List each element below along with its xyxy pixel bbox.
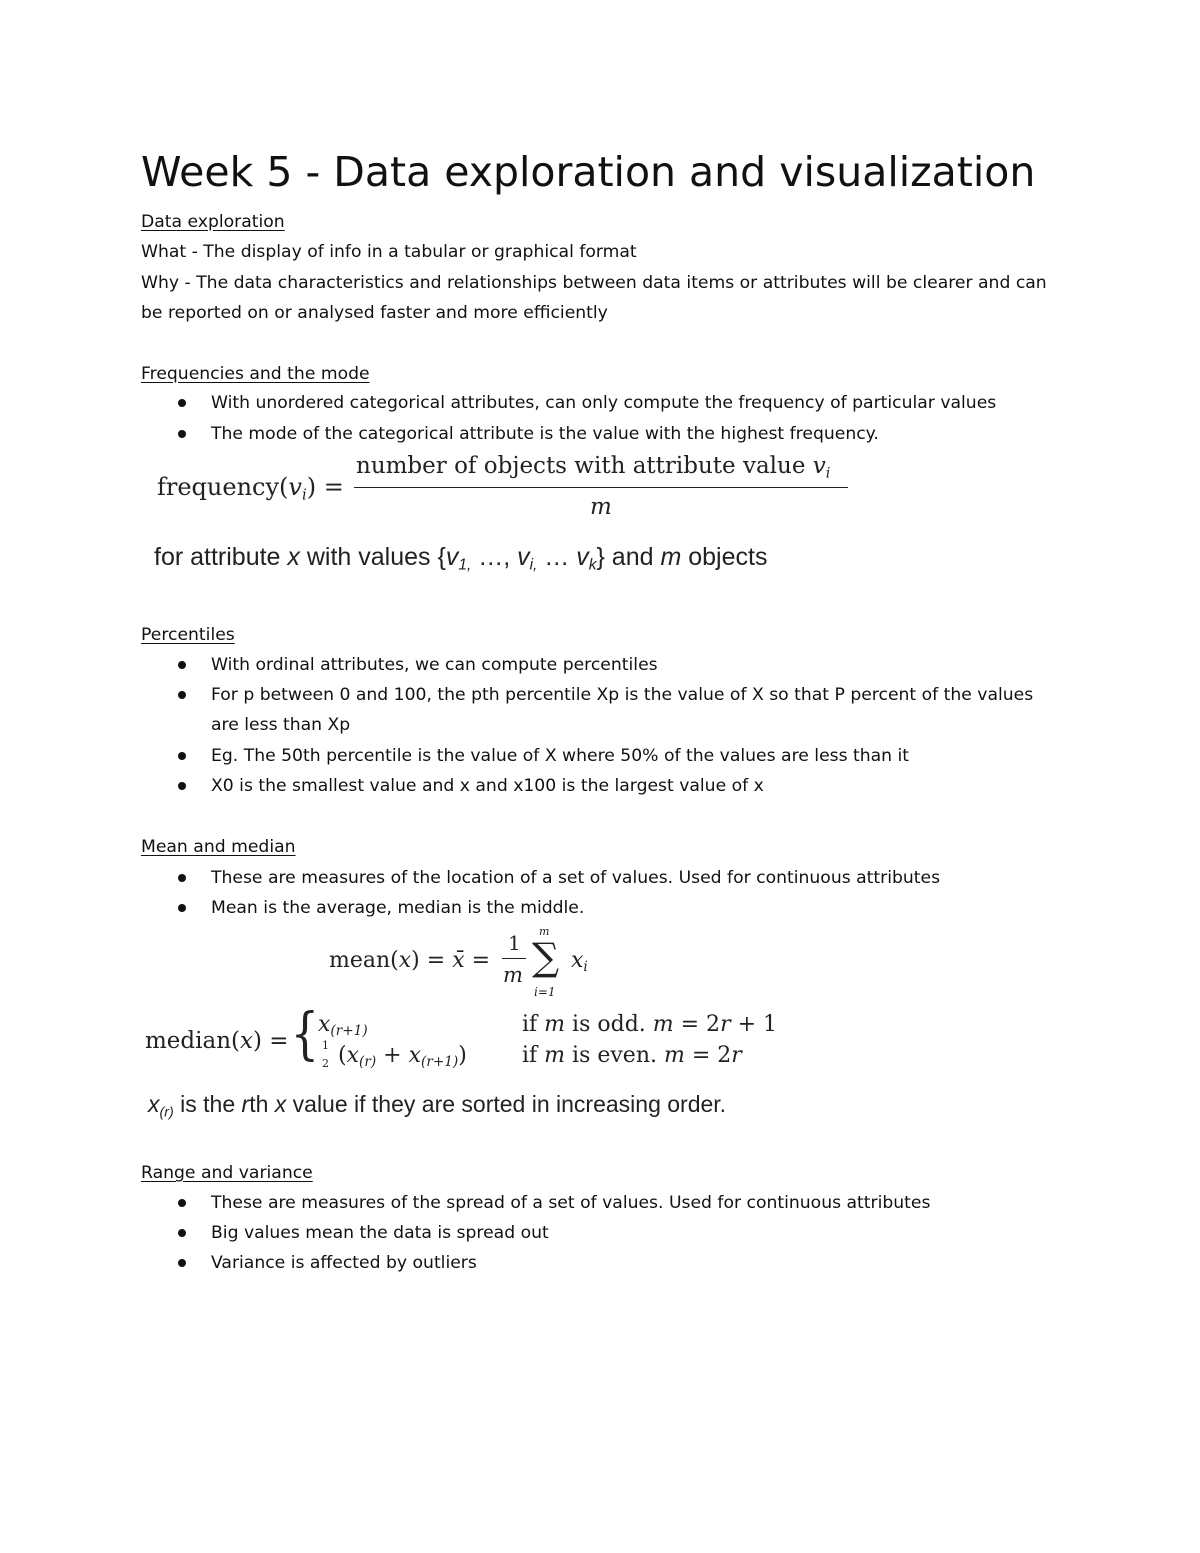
bullet-icon: [178, 752, 186, 760]
bullet-icon: [178, 691, 186, 699]
section-heading-frequencies: Frequencies and the mode: [141, 364, 370, 384]
why-text-line2: be reported on or analysed faster and more efficiently: [141, 303, 608, 323]
list-item: The mode of the categorical attribute is the value with the highest frequency.: [211, 424, 879, 444]
list-item: These are measures of the spread of a set of values. Used for continuous attributes: [211, 1193, 931, 1213]
frequency-caption: for attribute x with values {$v_{1,}$ …, $v_{i,}$ … $v_k$} and m objects: [154, 543, 768, 574]
bullet-icon: [178, 1259, 186, 1267]
list-item: With unordered categorical attributes, can only compute the frequency of particular values: [211, 393, 997, 413]
document-page: Week 5 - Data exploration and visualization Data exploration What - The display of info in a tabular or graphical format Why - The data characteristics and relationships between data items or attributes will be clearer and can be reported on or analysed faster and more efficiently Frequencies and the mode With unordered categorical attributes, can only compute the frequency of particular values The mode of the categorical attribute is the value with the highest frequency. $frequency(v_i)$ = number of objects with attribute value $v_i$ m for attribute x with values {$v_{1,}$ …, $v_{i,}$ … $v_k$} and m objects Percentiles With ordinal attributes, we can compute percentiles For p between 0 and 100, the pth percentile Xp is the value of X so that P percent of the values are less than Xp Eg. The 50th percentile is the value of X where 50% of the values are less than it X0 is the smallest value and x and x100 is the largest value of x Mean and median These are measures of the location of a set of values. Used for continuous attributes Mean is the average, median is the middle. mean(x) = x̄ = 1 m m ∑ i=1 $x_i$ median(x) = { $x_{(r+1)}$ 1 2 $(x_{(r)} + x_{(r+1)})$ if m is odd. m = 2r + 1 if m is even. m = 2r $x_{(r)}$ is the rth x value if they are sorted in increasing order. Range and variance These are measures of the spread of a set of values. Used for continuous attributes Big values mean the data is spread out Variance is affected by outliers: [0, 0, 1200, 1553]
bullet-icon: [178, 874, 186, 882]
bullet-icon: [178, 430, 186, 438]
bullet-icon: [178, 782, 186, 790]
bullet-icon: [178, 661, 186, 669]
list-item: Eg. The 50th percentile is the value of X where 50% of the values are less than it: [211, 746, 910, 766]
section-heading-percentiles: Percentiles: [141, 625, 235, 645]
list-item: Mean is the average, median is the middle.: [211, 898, 585, 918]
list-item: For p between 0 and 100, the pth percentile Xp is the value of X so that P percent of the values: [211, 685, 1034, 705]
list-item: X0 is the smallest value and x and x100 is the largest value of x: [211, 776, 764, 796]
bullet-icon: [178, 1199, 186, 1207]
list-item-continuation: are less than Xp: [211, 715, 351, 735]
list-item: Big values mean the data is spread out: [211, 1223, 549, 1243]
section-heading-range-variance: Range and variance: [141, 1163, 313, 1183]
median-caption: $x_{(r)}$ is the rth x value if they are sorted in increasing order.: [148, 1091, 727, 1121]
why-text-line1: Why - The data characteristics and relationships between data items or attributes will be clearer and can: [141, 273, 1047, 293]
bullet-icon: [178, 1229, 186, 1237]
section-heading-data-exploration: Data exploration: [141, 212, 285, 232]
page-title: Week 5 - Data exploration and visualization: [141, 148, 1036, 196]
bullet-icon: [178, 399, 186, 407]
bullet-icon: [178, 904, 186, 912]
list-item: These are measures of the location of a set of values. Used for continuous attributes: [211, 868, 941, 888]
section-heading-mean-median: Mean and median: [141, 837, 296, 857]
what-text: What - The display of info in a tabular or graphical format: [141, 242, 637, 262]
list-item: Variance is affected by outliers: [211, 1253, 477, 1273]
list-item: With ordinal attributes, we can compute percentiles: [211, 655, 658, 675]
